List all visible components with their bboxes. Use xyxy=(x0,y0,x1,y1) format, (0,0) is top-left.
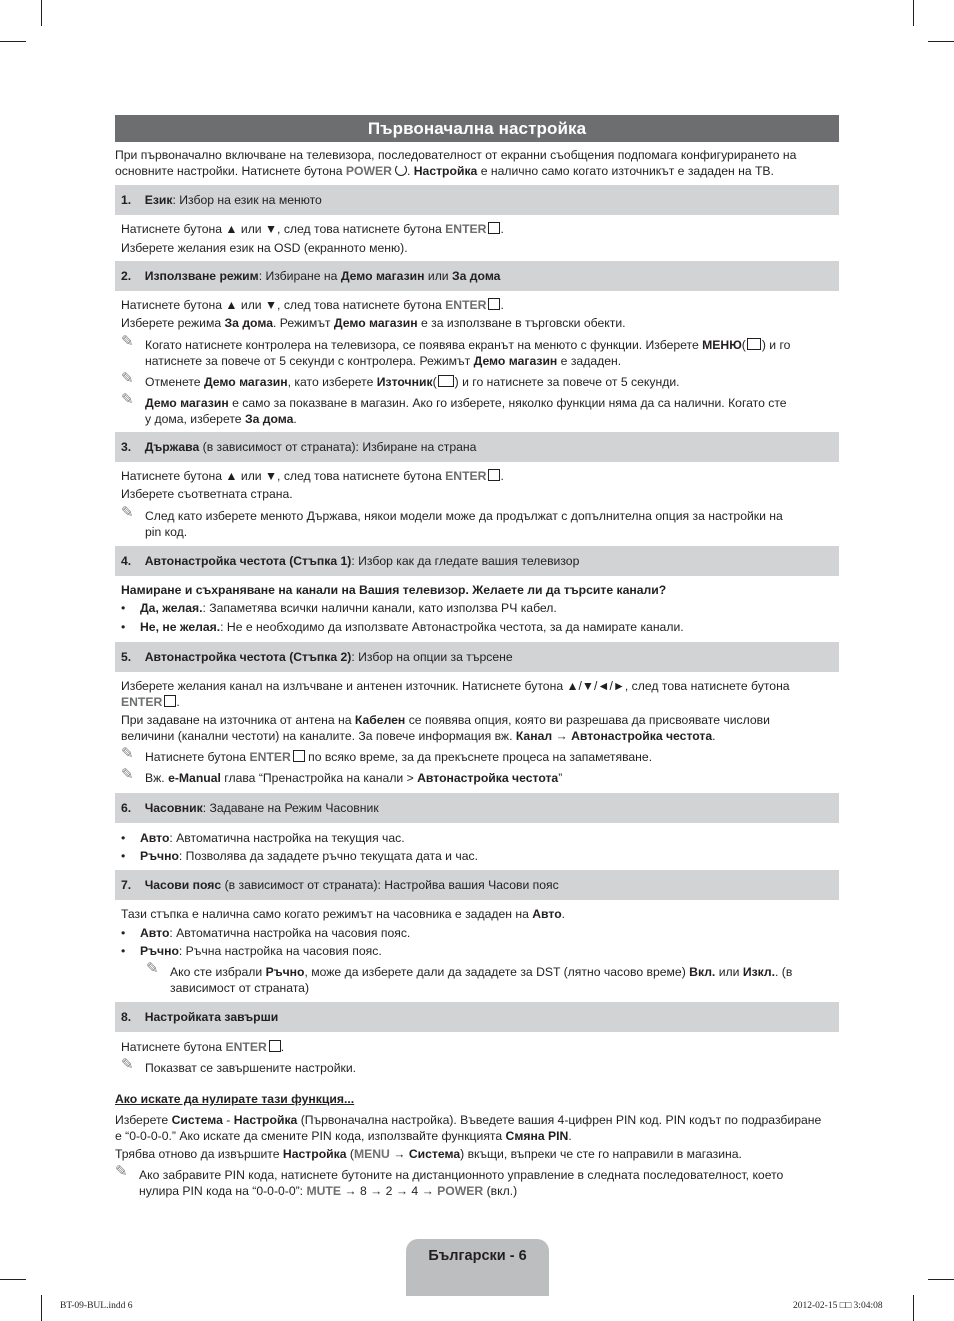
section-3-note-1: ✎ След като изберете менюто Държава, някои модели може да продължат с допълнителна опция за настройки на pin код. xyxy=(121,504,783,539)
crop-mark xyxy=(0,41,26,42)
section-2-note-3: ✎ Демо магазин е само за показване в магазин. Ако го изберете, няколко функции няма да са налични. Когато сте у дома, изберете За дома. xyxy=(121,391,787,426)
section-3-body: Натиснете бутона ▲ или ▼, след това натиснете бутона ENTER . Изберете съответната страна. xyxy=(121,469,504,501)
pencil-note-icon: ✎ xyxy=(121,1056,134,1073)
power-icon xyxy=(395,164,407,176)
pencil-note-icon: ✎ xyxy=(121,391,134,408)
section-5-body: Изберете желания канал на излъчване и антенен източник. Натиснете бутона ▲/▼/◄/►, след това натиснете бутона ENTER . При задаване на източника от антена на Кабелен се появява опция, която ви разрешава да присвоявате числови величини (канални честоти) на каналите. За повече информация вж. Канал → Автонастройка честота. xyxy=(121,679,790,743)
crop-mark xyxy=(913,0,914,26)
reset-note-1: ✎ Ако забравите PIN кода, натиснете бутоните на дистанционното управление в следната последователност, което нулира PIN кода на “0-0-0-0”: MUTE → 8 → 2 → 4 → POWER (вкл.) xyxy=(115,1163,784,1198)
intro-text: При първоначално включване на телевизора, последователност от екранни съобщения подпомага конфигурирането на основните настройки. Натиснете бутона POWER . Настройка е налично само когато източникът е зададен на ТВ. xyxy=(115,148,797,178)
crop-mark xyxy=(41,1295,42,1321)
pencil-note-icon: ✎ xyxy=(121,766,134,783)
section-6-header: 6. Часовник: Задаване на Режим Часовник xyxy=(115,793,839,823)
section-1-header: 1. Език: Избор на език на менюто xyxy=(115,185,839,215)
pencil-note-icon: ✎ xyxy=(121,504,134,521)
section-4-bullet-1: • Да, желая.: Запаметява всички налични канали, като използва РЧ кабел. xyxy=(115,600,839,616)
enter-icon xyxy=(488,222,500,234)
pencil-note-icon: ✎ xyxy=(121,370,134,387)
section-7-bullet-1: • Авто: Автоматична настройка на часовия пояс. xyxy=(115,925,839,941)
page-content xyxy=(115,115,839,1199)
section-4-header: 4. Автонастройка честота (Стъпка 1): Избор как да гледате вашия телевизор xyxy=(115,546,839,576)
section-7-bullet-2: • Ръчно: Ръчна настройка на часовия пояс. xyxy=(115,943,839,959)
page-number-tab: Български - 6 xyxy=(406,1239,549,1296)
section-7-body: Тази стъпка е налична само когато режимът на часовника е зададен на Авто. xyxy=(121,907,566,921)
enter-icon xyxy=(488,298,500,310)
section-5-header: 5. Автонастройка честота (Стъпка 2): Избор на опции за търсене xyxy=(115,642,839,672)
crop-mark xyxy=(928,41,954,42)
reset-text-1: Изберете Система - Настройка (Първоначална настройка). Въведете вашия 4-цифрен PIN код. PIN кодът по подразбиране е “0-0-0-0.” Ако искате да смените PIN кода, използвайте функцията Смяна PIN. xyxy=(115,1113,822,1143)
crop-mark xyxy=(41,0,42,26)
section-2-note-1: ✎ Когато натиснете контролера на телевизора, се появява екранът на менюто с функции. Изберете МЕНЮ( ) и го натиснете за повече от 5 секунди с контролера. Режимът Демо магазин е зададен. xyxy=(121,333,791,368)
reset-text-2: Трябва отново да извършите Настройка (MENU → Система) вкъщи, въпреки че сте го направили в магазина. xyxy=(115,1147,742,1161)
section-5-note-1: ✎ Натиснете бутона ENTER по всяко време, за да прекъснете процеса на запаметяване. xyxy=(121,745,653,764)
section-8-header: 8. Настройката завърши xyxy=(115,1002,839,1032)
crop-mark xyxy=(0,1279,26,1280)
slug-filename: BT-09-BUL.indd 6 xyxy=(60,1301,133,1311)
section-6-bullet-1: • Авто: Автоматична настройка на текущия час. xyxy=(115,830,839,846)
source-icon xyxy=(438,375,454,387)
section-4-bullet-2: • Не, не желая.: Не е необходимо да използвате Автонастройка честота, за да намирате канали. xyxy=(115,619,839,635)
section-8-body: Натиснете бутона ENTER . xyxy=(121,1040,285,1054)
slug-timestamp: 2012-02-15 □□ 3:04:08 xyxy=(793,1301,883,1311)
section-7-note-1: ✎ Ако сте избрали Ръчно, може да изберете дали да зададете за DST (лятно часово време) Вкл. или Изкл.. (в зависимост от страната) xyxy=(146,960,793,995)
enter-icon xyxy=(164,695,176,707)
section-2-body: Натиснете бутона ▲ или ▼, след това натиснете бутона ENTER . Изберете режима За дома. Режимът Демо магазин е за използване в търговски обекти. xyxy=(121,298,626,330)
section-8-note-1: ✎ Показват се завършените настройки. xyxy=(121,1056,357,1075)
menu-icon xyxy=(747,338,761,350)
enter-icon xyxy=(269,1040,281,1052)
reset-heading: Ако искате да нулирате тази функция... xyxy=(115,1092,355,1106)
section-6-bullet-2: • Ръчно: Позволява да зададете ръчно текущата дата и час. xyxy=(115,848,839,864)
pencil-note-icon: ✎ xyxy=(146,960,159,977)
crop-mark xyxy=(928,1279,954,1280)
enter-icon xyxy=(293,750,305,762)
page-title: Първоначална настройка xyxy=(115,115,839,142)
section-3-header: 3. Държава (в зависимост от страната): Избиране на страна xyxy=(115,432,839,462)
section-7-header: 7. Часови пояс (в зависимост от страната): Настройва вашия Часови пояс xyxy=(115,870,839,900)
enter-icon xyxy=(488,469,500,481)
section-1-body: Натиснете бутона ▲ или ▼, след това натиснете бутона ENTER . Изберете желания език на OSD (екранното меню). xyxy=(121,222,504,255)
pencil-note-icon: ✎ xyxy=(121,333,134,350)
section-2-header: 2. Използване режим: Избиране на Демо магазин или За дома xyxy=(115,261,839,291)
section-4-body: Намиране и съхраняване на канали на Вашия телевизор. Желаете ли да търсите канали? xyxy=(121,583,667,597)
section-5-note-2: ✎ Вж. e-Manual глава “Пренастройка на канали > Автонастройка честота” xyxy=(121,766,563,785)
section-2-note-2: ✎ Отменете Демо магазин, като изберете Източник( ) и го натиснете за повече от 5 секунди. xyxy=(121,370,680,389)
crop-mark xyxy=(913,1295,914,1321)
pencil-note-icon: ✎ xyxy=(121,745,134,762)
pencil-note-icon: ✎ xyxy=(115,1163,128,1180)
